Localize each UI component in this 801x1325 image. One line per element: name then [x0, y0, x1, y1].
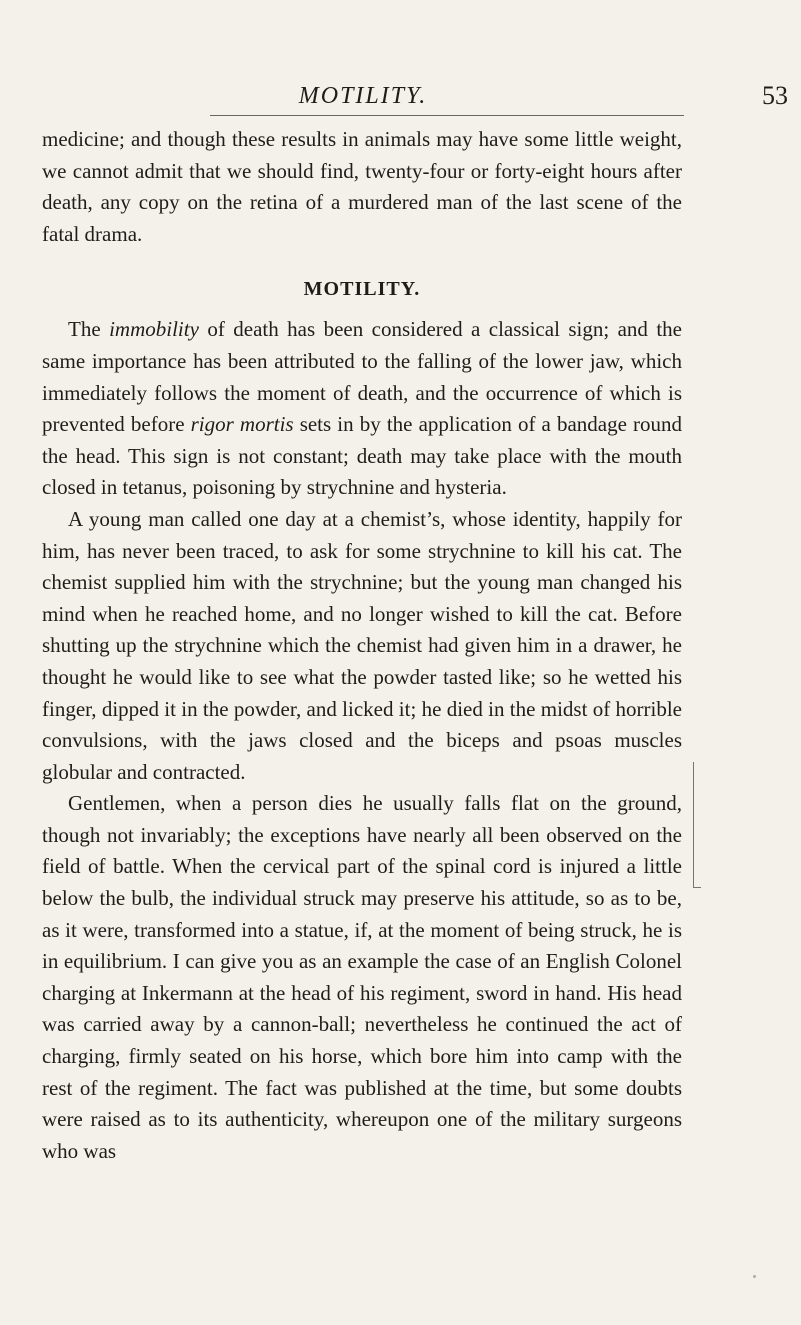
header-rule	[210, 115, 684, 116]
paragraph-text-segment: The	[68, 317, 110, 342]
section-heading: MOTILITY.	[303, 278, 421, 301]
emphasized-term: rigor mortis	[190, 412, 294, 437]
page-number: 53	[762, 81, 788, 110]
motility-paragraph	[42, 314, 682, 504]
paragraph-text-segment: sets in by the application of a bandage round the head. This sign is not constant; death may take place with the mouth closed in tetanus, poisoning by strychnine and hysteria.	[42, 412, 683, 500]
body-text	[42, 124, 682, 1167]
strychnine-paragraph: A young man called one day at a chemist’s, whose identity, happily for him, has never been traced, to ask for some strychnine to kill his cat. The chemist supplied him with the strychnine; but the young man changed his mind when he reached home, and no longer wished to kill the cat. Before shutting up the strychnine which the chemist had given him in a drawer, he thought he would like to see what the powder tasted like; so he wetted his finger, dipped it in the powder, and licked it; he died in the midst of horrible convulsions, with the jaws closed and the biceps and psoas muscles globular and contracted.	[42, 506, 682, 784]
paragraph-text-segment: of death has been considered a classical sign; and the same importance has been attributed to the falling of the lower jaw, which immediately follows the moment of death, and the occurrence of which is prevented before	[42, 317, 682, 437]
running-head	[40, 81, 788, 122]
opening-paragraph: medicine; and though these results in animals may have some little weight, we cannot admit that we should find, twenty-four or forty-eight hours after death, any copy on the retina of a murdered man of the last scene of the fatal drama.	[42, 127, 682, 246]
emphasized-term: immobility	[109, 317, 199, 342]
margin-bracket	[693, 762, 701, 888]
paper-speck	[753, 1275, 756, 1278]
running-title: MOTILITY.	[298, 83, 428, 109]
battlefield-paragraph: Gentlemen, when a person dies he usually falls flat on the ground, though not invariably; the exceptions have nearly all been observed on the field of battle. When the cervical part of the spinal cord is injured a little below the bulb, the individual struck may preserve his attitude, so as to be, as it were, transformed into a statue, if, at the moment of being struck, he is in equilibrium. I can give you as an example the case of an English Colonel charging at Inkermann at the head of his regiment, sword in hand. His head was carried away by a cannon-ball; nevertheless he continued the act of charging, firmly seated on his horse, which bore him into camp with the rest of the regiment. The fact was published at the time, but some doubts were raised as to its authenticity, whereupon one of the military surgeons who was	[42, 791, 682, 1163]
